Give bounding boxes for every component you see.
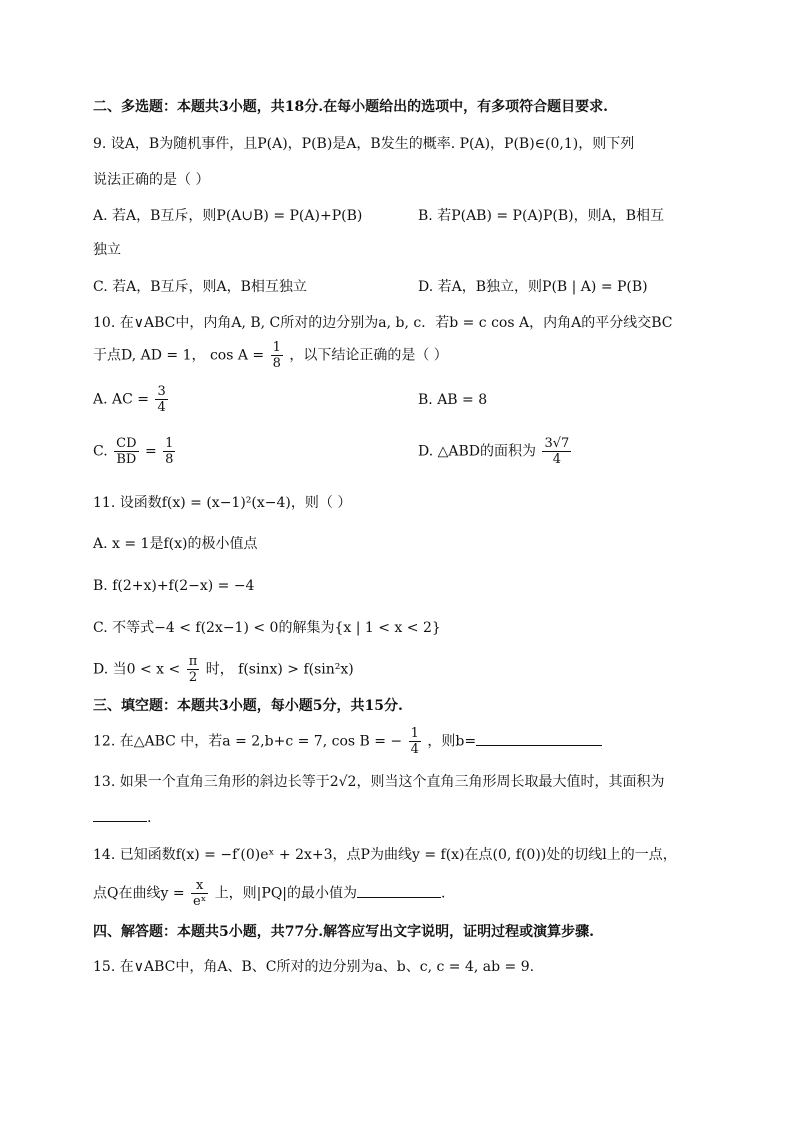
answer-blank[interactable] [93,809,147,822]
q10-option-c [93,436,177,467]
q9-stem-line1: 9. 设A，B为随机事件，且P(A)，P(B)是A，B发生的概率. P(A)，P(B)∈(0,1)，则下列 [93,136,635,152]
q11-option-d-post: 时， f(sinx) > f(sin²x) [205,661,354,678]
fraction-denominator: BD [114,451,138,467]
q10-line2-pre: 于点D, AD = 1， cos A = [93,347,265,364]
q9-option-a: A. 若A，B互斥，则P(A∪B) = P(A)+P(B) [93,208,363,224]
fraction-denominator: 4 [157,400,166,415]
q12-stem [93,726,602,757]
q15-stem: 15. 在∨ABC中，角A、B、C所对的边分别为a、b、c, c = 4, ab = 9. [93,959,535,975]
q12-post: ，则b= [427,733,477,750]
fraction-denominator: 8 [165,452,174,467]
q14-line2-mid: 上，则|PQ|的最小值为 [214,885,358,902]
q11-option-b: B. f(2+x)+f(2−x) = −4 [93,578,255,594]
q11-option-a: A. x = 1是f(x)的极小值点 [93,536,258,552]
fraction-denominator: 4 [542,451,571,467]
q11-option-d-fraction [187,654,200,685]
fraction-numerator: x [195,878,204,893]
q14-stem-line2 [93,878,445,909]
q14-curve-fraction [191,878,208,909]
q10-line2-post: ，以下结论正确的是（ ） [289,347,448,364]
fraction-numerator: 3√7 [544,436,570,451]
q10-stem-line1: 10. 在∨ABC中，内角A, B, C所对的边分别为a, b, c．若b = c cos A，内角A的平分线交BC [93,315,673,331]
fraction-numerator: 3 [157,384,166,399]
q10-option-c-fraction-left [114,436,138,467]
fraction-denominator: 2 [187,669,200,685]
fraction-denominator: 8 [272,356,281,371]
q9-stem-line2: 说法正确的是（ ） [93,172,210,188]
q10-option-a [93,384,170,415]
answer-blank[interactable] [476,733,602,746]
answer-blank[interactable] [357,885,441,898]
q11-option-d-pre: D. 当0 < x < [93,661,181,678]
q12-pre: 12. 在△ABC 中，若a = 2,b+c = 7, cos B = − [93,733,403,750]
fraction-denominator: eˣ [193,894,207,909]
q14-stem-line1: 14. 已知函数f(x) = −f′(0)eˣ + 2x+3，点P为曲线y = f(x)在点(0, f(0))处的切线l上的一点， [93,847,677,863]
q14-line2-pre: 点Q在曲线y = [93,885,185,902]
q11-option-d [93,654,354,685]
q10-cosA-fraction [271,340,283,371]
section3-heading: 三、填空题：本题共3小题，每小题5分，共15分. [93,698,403,714]
q11-stem: 11. 设函数f(x) = (x−1)²(x−4)，则（ ） [93,495,352,511]
q10-option-d [418,436,573,467]
fraction-numerator: 1 [272,340,281,355]
q13-stem: 13. 如果一个直角三角形的斜边长等于2√2，则当这个直角三角形周长取最大值时，其面积为 [93,774,665,790]
q9-option-c: C. 若A，B互斥，则A，B相互独立 [93,279,307,295]
section4-heading: 四、解答题：本题共5小题，共77分.解答应写出文字说明，证明过程或演算步骤. [93,924,594,940]
fraction-numerator: 1 [165,436,174,451]
q10-option-b: B. AB = 8 [418,392,488,408]
q10-option-c-eq: = [144,443,157,460]
q10-option-a-pre: A. AC = [93,391,150,408]
q10-option-a-fraction [155,384,167,415]
q9-option-b-cont: 独立 [93,242,121,258]
q12-cosB-fraction [409,726,421,757]
fraction-numerator: CD [116,436,137,451]
q10-option-c-pre: C. [93,443,108,460]
q13-period: . [147,810,152,826]
q10-option-d-fraction [542,436,571,467]
q9-option-d: D. 若A，B独立，则P(B | A) = P(B) [418,279,648,295]
q10-option-d-pre: D. △ABD的面积为 [418,443,537,460]
fraction-numerator: π [188,654,198,669]
q10-stem-line2 [93,340,448,371]
section2-heading: 二、多选题：本题共3小题，共18分.在每小题给出的选项中，有多项符合题目要求. [93,99,608,115]
fraction-denominator: 4 [410,742,419,757]
q9-option-b: B. 若P(AB) = P(A)P(B)，则A，B相互 [418,208,665,224]
fraction-numerator: 1 [410,726,419,741]
q13-answer-line [93,808,151,828]
q14-period: . [441,885,446,902]
q11-option-c: C. 不等式−4 < f(2x−1) < 0的解集为{x | 1 < x < 2} [93,620,441,636]
q10-option-c-fraction-right [163,436,175,467]
